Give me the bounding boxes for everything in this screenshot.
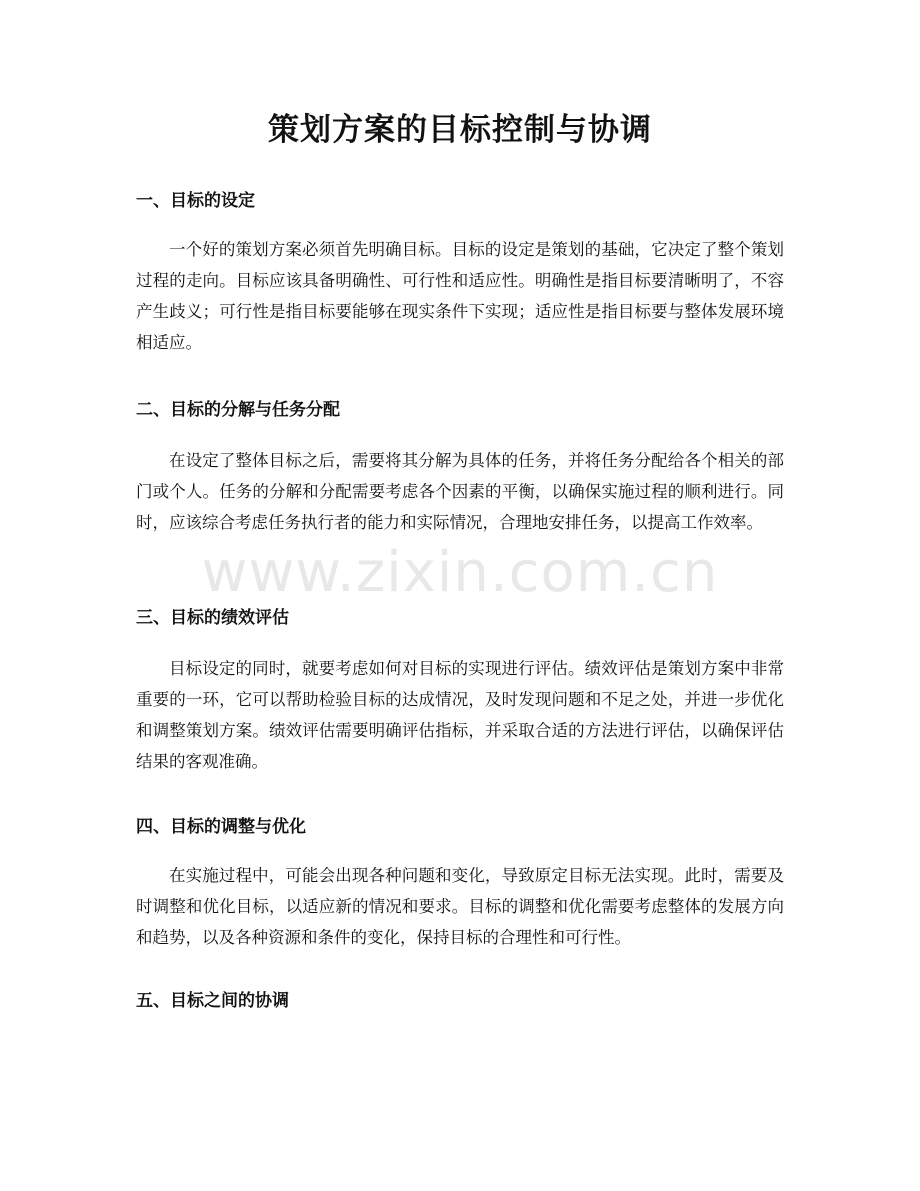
section-body-adjustment-optimization: 在实施过程中，可能会出现各种问题和变化，导致原定目标无法实现。此时，需要及时调整和优化目标，以适应新的情况和要求。目标的调整和优化需要考虑整体的发展方向和趋势，以及各种资源和条件的变化，保持目标的合理性和可行性。 <box>136 866 784 947</box>
section-heading-task-breakdown: 二、目标的分解与任务分配 <box>136 400 340 420</box>
watermark: www.zixin.com.cn <box>201 540 719 605</box>
section-heading-performance-evaluation: 三、目标的绩效评估 <box>136 608 289 628</box>
section-body-goal-setting: 一个好的策划方案必须首先明确目标。目标的设定是策划的基础，它决定了整个策划过程的走向。目标应该具备明确性、可行性和适应性。明确性是指目标要清晰明了，不容产生歧义；可行性是指目标要能够在现实条件下实现；适应性是指目标要与整体发展环境相适应。 <box>136 240 784 352</box>
section-heading-goal-coordination: 五、目标之间的协调 <box>136 991 289 1011</box>
section-body-performance-evaluation: 目标设定的同时，就要考虑如何对目标的实现进行评估。绩效评估是策划方案中非常重要的一环，它可以帮助检验目标的达成情况，及时发现问题和不足之处，并进一步优化和调整策划方案。绩效评估需要明确评估指标，并采取合适的方法进行评估，以确保评估结果的客观准确。 <box>136 659 784 771</box>
section-body-task-breakdown: 在设定了整体目标之后，需要将其分解为具体的任务，并将任务分配给各个相关的部门或个人。任务的分解和分配需要考虑各个因素的平衡，以确保实施过程的顺利进行。同时，应该综合考虑任务执行者的能力和实际情况，合理地安排任务，以提高工作效率。 <box>136 451 784 532</box>
section-heading-goal-setting: 一、目标的设定 <box>136 191 255 211</box>
document-title: 策划方案的目标控制与协调 <box>268 112 652 148</box>
section-heading-adjustment-optimization: 四、目标的调整与优化 <box>136 817 306 837</box>
